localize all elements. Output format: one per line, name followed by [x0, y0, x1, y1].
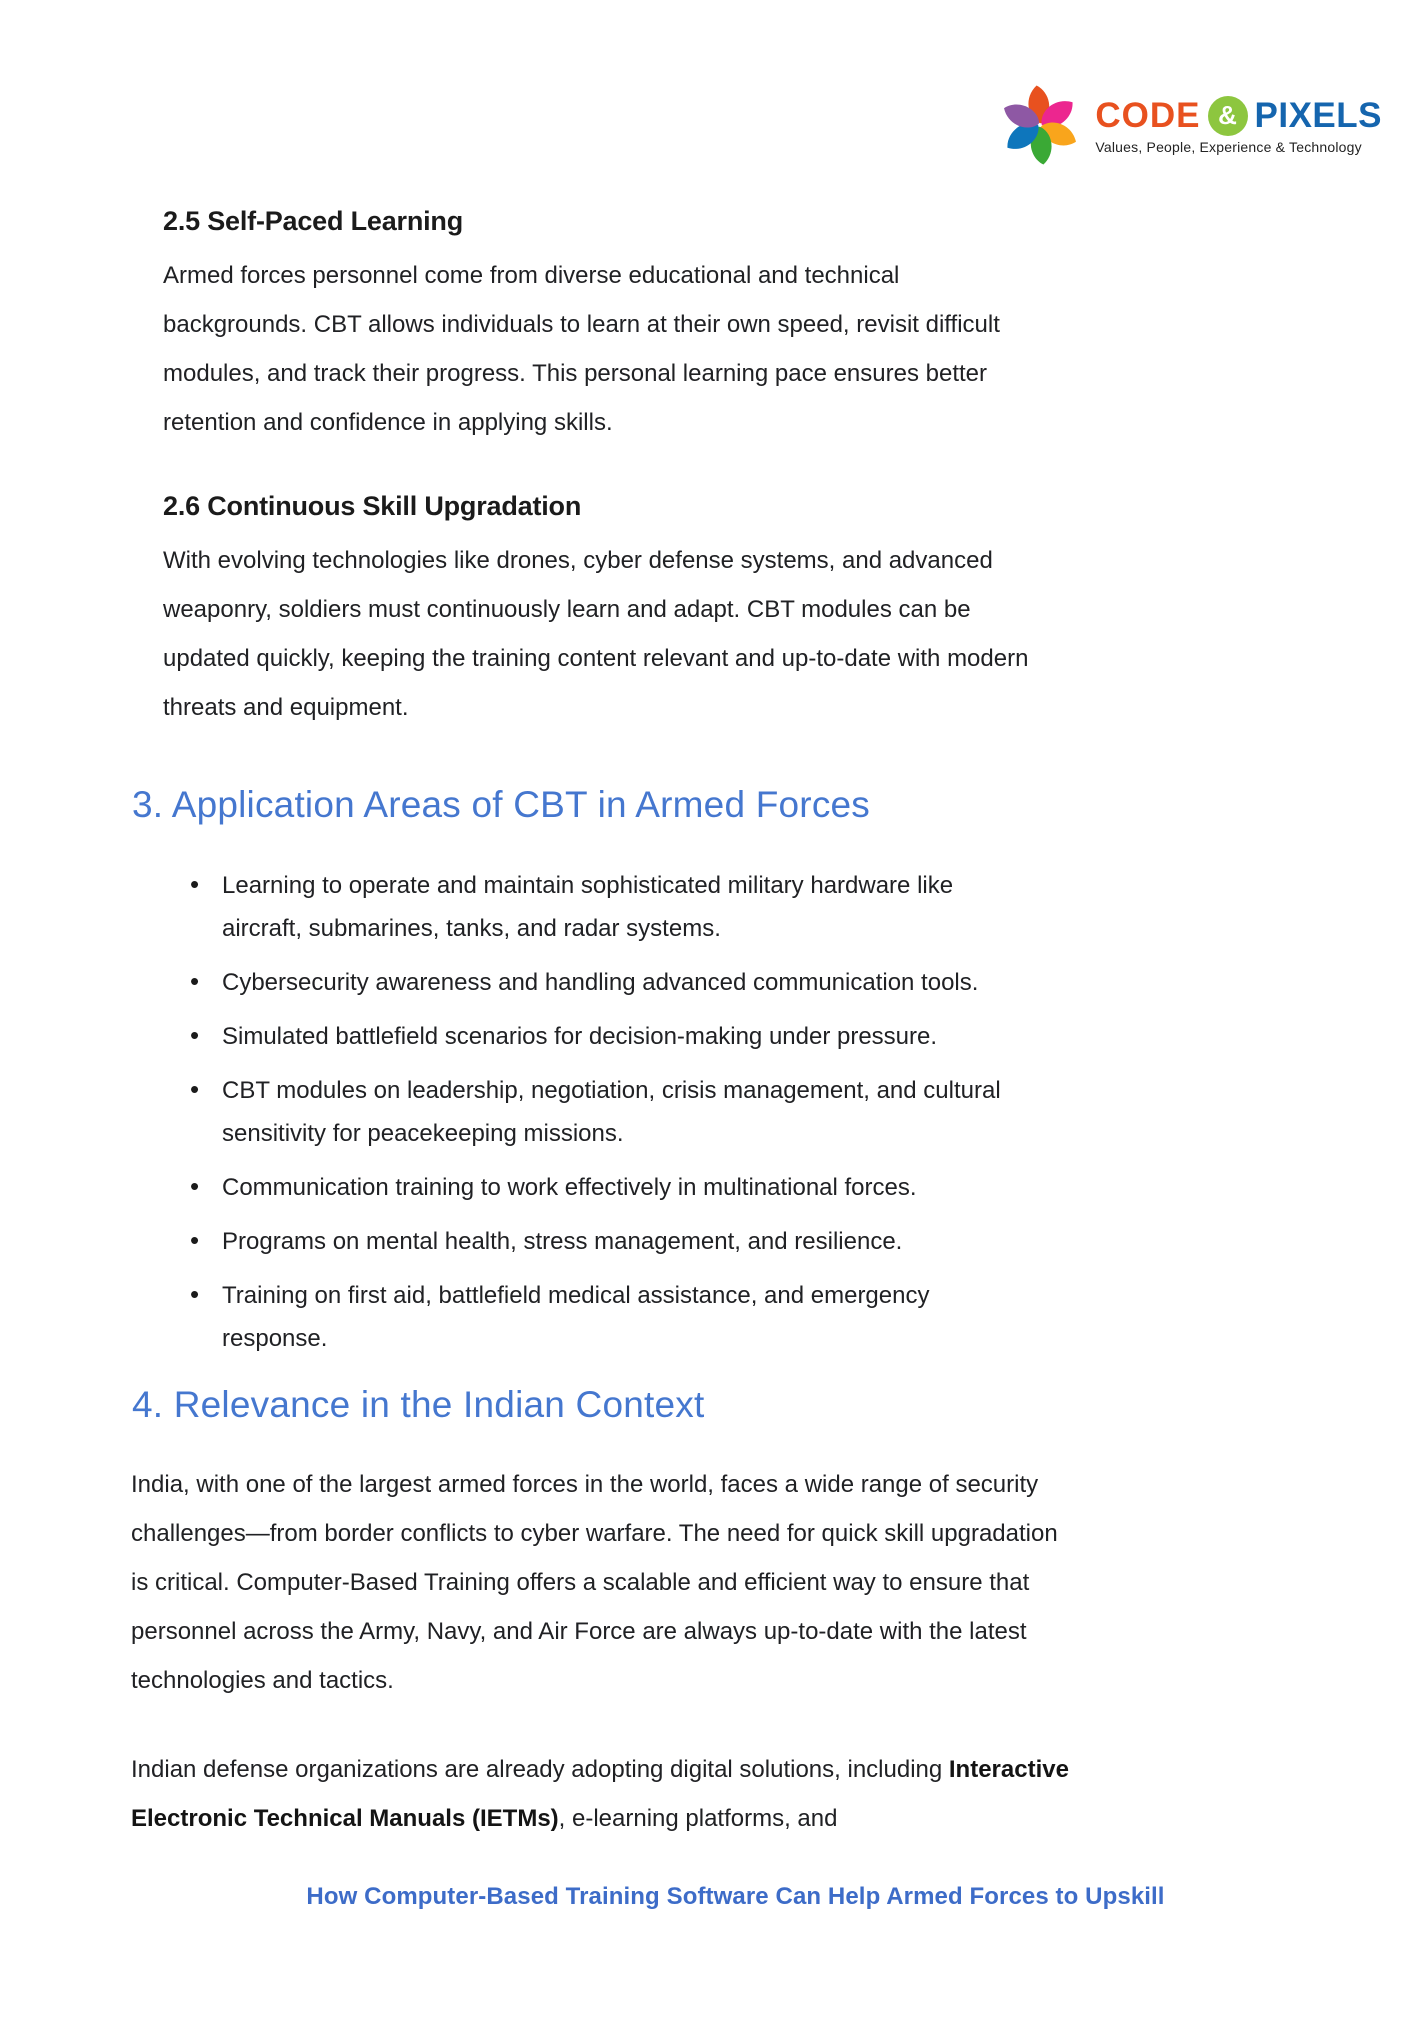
- section-2-5-paragraph: Armed forces personnel come from diverse educational and technical backgrounds. CBT allows individuals to learn at their own speed, revisit difficult modules, and track their progress. This personal learning pace ensures better retention and confidence in applying skills.: [163, 262, 1000, 436]
- logo-text-block: [1095, 96, 1382, 155]
- application-areas-list: [163, 864, 1308, 1360]
- code-and-pixels-logo: [997, 82, 1382, 168]
- paragraph-text: Indian defense organizations are already adopting digital solutions, including: [131, 1756, 949, 1783]
- section-2-6-paragraph: With evolving technologies like drones, cyber defense systems, and advanced weaponry, soldiers must continuously learn and adapt. CBT modules can be updated quickly, keeping the training content relevant and up-to-date with modern threats and equipment.: [163, 547, 1029, 721]
- section-3-heading: 3. Application Areas of CBT in Armed Forces: [132, 784, 870, 825]
- section-4-paragraph-1: India, with one of the largest armed forces in the world, faces a wide range of security challenges—from border conflicts to cyber warfare. The need for quick skill upgradation is critical. Computer-Based Training offers a scalable and efficient way to ensure that personnel across the Army, Navy, and Air Force are always up-to-date with the latest technologies and tactics.: [131, 1471, 1058, 1694]
- list-item: • Learning to operate and maintain sophisticated military hardware like aircraft, submarines, tanks, and radar systems.: [188, 864, 1028, 950]
- logo-pixels-text: PIXELS: [1254, 95, 1382, 135]
- logo-ampersand-badge: &: [1208, 96, 1248, 136]
- logo-code-text: CODE: [1095, 95, 1201, 135]
- pinwheel-flower-icon: [997, 82, 1083, 168]
- logo-tagline: Values, People, Experience & Technology: [1095, 138, 1362, 155]
- section-4-heading: 4. Relevance in the Indian Context: [132, 1384, 705, 1425]
- list-item: • Programs on mental health, stress management, and resilience.: [188, 1220, 1028, 1263]
- footer-document-title: How Computer-Based Training Software Can Help Armed Forces to Upskill: [306, 1883, 1165, 1910]
- list-item: • CBT modules on leadership, negotiation, crisis management, and cultural sensitivity for peacekeeping missions.: [188, 1069, 1028, 1155]
- section-4: [131, 1384, 1308, 1843]
- list-item: • Communication training to work effectively in multinational forces.: [188, 1166, 1028, 1209]
- section-2-5-heading: 2.5 Self-Paced Learning: [163, 206, 464, 236]
- list-item: • Training on first aid, battlefield medical assistance, and emergency response.: [188, 1274, 1028, 1360]
- section-2-6-heading: 2.6 Continuous Skill Upgradation: [163, 491, 582, 521]
- ietm-bold-text: Interactive Electronic Technical Manuals (IETMs): [131, 1756, 1069, 1832]
- paragraph-text: , e-learning platforms, and: [558, 1805, 838, 1832]
- list-item: • Cybersecurity awareness and handling advanced communication tools.: [188, 961, 1028, 1004]
- logo-wordmark: [1095, 96, 1382, 136]
- section-4-paragraph-2: [131, 1745, 1081, 1843]
- list-item: • Simulated battlefield scenarios for decision-making under pressure.: [188, 1015, 1028, 1058]
